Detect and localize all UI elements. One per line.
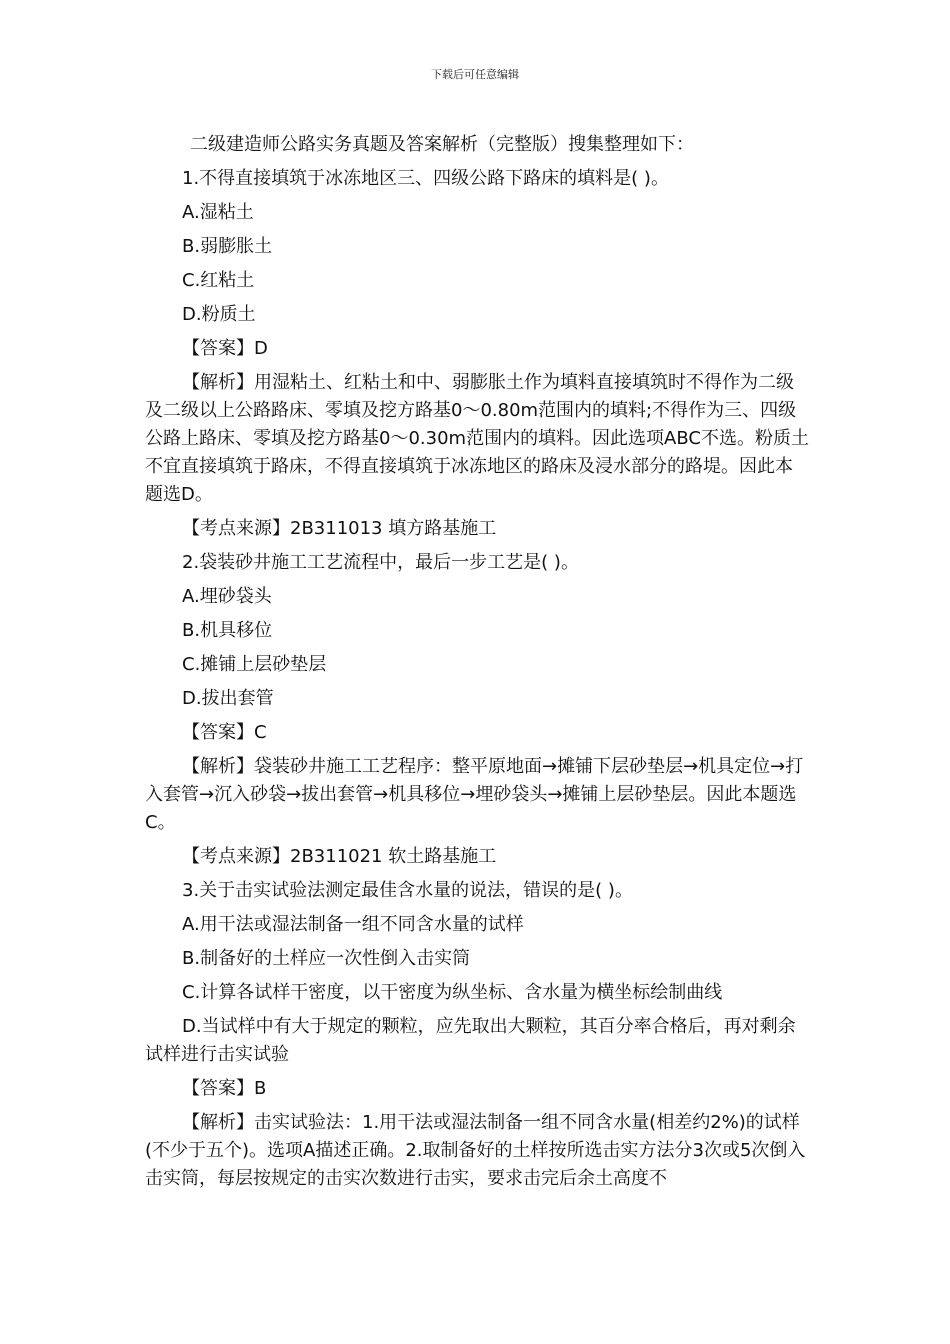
option-3a: A.用干法或湿法制备一组不同含水量的试样 [182,914,524,935]
option-3c: C.计算各试样干密度，以干密度为纵坐标、含水量为横坐标绘制曲线 [182,982,723,1003]
document-title: 二级建造师公路实务真题及答案解析（完整版）搜集整理如下： [190,134,694,155]
explanation-3: 【解析】击实试验法：1.用干法或湿法制备一组不同含水量(相差约2%)的试样(不少于五个)。选项A描述正确。2.取制备好的土样按所选击实方法分3次或5次倒入击实筒，每层按规定的击实次数进行击实，要求击完后余土高度不 [145,1112,806,1189]
option-1d: D.粉质土 [182,304,256,325]
question-3: 3.关于击实试验法测定最佳含水量的说法，错误的是( )。 [182,880,633,901]
answer-2: 【答案】C [182,722,267,743]
source-1: 【考点来源】2B311013 填方路基施工 [182,518,497,539]
question-2: 2.袋装砂井施工工艺流程中，最后一步工艺是( )。 [182,552,579,573]
explanation-1: 【解析】用湿粘土、红粘土和中、弱膨胀土作为填料直接填筑时不得作为二级及二级以上公路路床、零填及挖方路基0～0.80m范围内的填料;不得作为三、四级公路上路床、零填及挖方路基0～0.30m范围内的填料。因此选项ABC不选。粉质土不宜直接填筑于路床，不得直接填筑于冰冻地区的路床及浸水部分的路堤。因此本题选D。 [145,372,809,505]
option-2a: A.埋砂袋头 [182,586,272,607]
option-3b: B.制备好的土样应一次性倒入击实筒 [182,948,471,969]
document-body [145,131,810,1199]
answer-1: 【答案】D [182,338,268,359]
option-3d: D.当试样中有大于规定的颗粒，应先取出大颗粒，其百分率合格后，再对剩余试样进行击实试验 [145,1016,796,1065]
option-2c: C.摊铺上层砂垫层 [182,654,327,675]
source-2: 【考点来源】2B311021 软土路基施工 [182,846,497,867]
option-1c: C.红粘土 [182,270,255,291]
question-1: 1.不得直接填筑于冰冻地区三、四级公路下路床的填料是( )。 [182,168,669,189]
page-header: 下载后可任意编辑 [431,68,519,81]
answer-3: 【答案】B [182,1078,267,1099]
explanation-2: 【解析】袋装砂井施工工艺程序：整平原地面→摊铺下层砂垫层→机具定位→打入套管→沉入砂袋→拔出套管→机具移位→埋砂袋头→摊铺上层砂垫层。因此本题选C。 [145,756,804,833]
option-2b: B.机具移位 [182,620,273,641]
option-1b: B.弱膨胀土 [182,236,273,257]
option-2d: D.拔出套管 [182,688,274,709]
option-1a: A.湿粘土 [182,202,254,223]
